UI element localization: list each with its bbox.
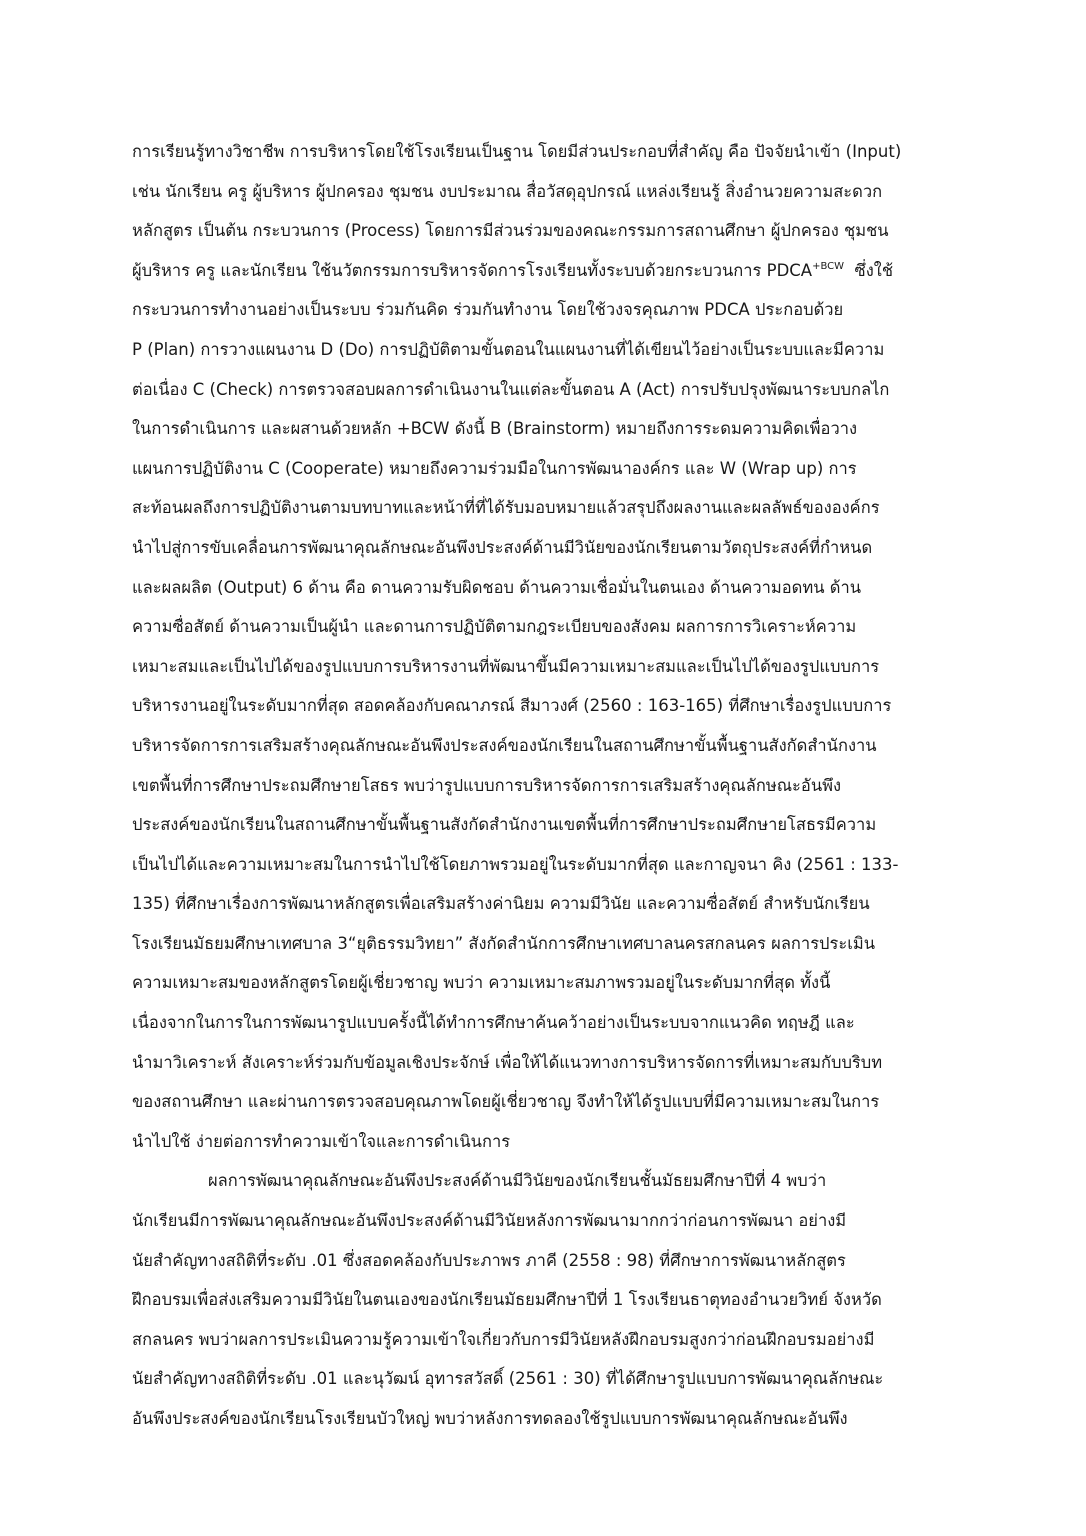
text-line: บริหารงานอยู่ในระดับมากที่สุด สอดคล้องกับคณาภรณ์ สีมาวงศ์ (2560 : 163-165) ที่ศึกษาเรื่องรูปแบบการ <box>132 696 892 716</box>
text-line: การเรียนรู้ทางวิชาชีพ การบริหารโดยใช้โรงเรียนเป็นฐาน โดยมีส่วนประกอบที่สำคัญ คือ ปัจจัยนำเข้า (Input) <box>132 142 902 161</box>
text-line: โรงเรียนมัธยมศึกษาเทศบาล 3“ยุติธรรมวิทยา” สังกัดสำนักการศึกษาเทศบาลนครสกลนคร ผลการประเมิน <box>132 933 876 953</box>
text-line: นำไปสู่การขับเคลื่อนการพัฒนาคุณลักษณะอันพึงประสงค์ด้านมีวินัยของนักเรียนตามวัตถุประสงค์ที่กำหนด <box>132 537 873 557</box>
text-line: กระบวนการทำงานอย่างเป็นระบบ ร่วมกันคิด ร่วมกันทำงาน โดยใช้วงจรคุณภาพ PDCA ประกอบด้วย <box>132 300 844 320</box>
text-line: เนื่องจากในการในการพัฒนารูปแบบครั้งนี้ได้ทำการศึกษาค้นคว้าอย่างเป็นระบบจากแนวคิด ทฤษฎี และ <box>132 1013 855 1033</box>
body-text <box>132 132 956 1439</box>
text-line: บริหารจัดการการเสริมสร้างคุณลักษณะอันพึงประสงค์ของนักเรียนในสถานศึกษาขั้นพื้นฐานสังกัดสำนักงาน <box>132 735 877 755</box>
text-line: สะท้อนผลถึงการปฏิบัติงานตามบทบาทและหน้าที่ที่ได้รับมอบหมายแล้วสรุปถึงผลงานและผลลัพธ์ขององค์กร <box>132 498 880 518</box>
text-line: ในการดำเนินการ และผสานด้วยหลัก +BCW ดังนี้ B (Brainstorm) หมายถึงการระดมความคิดเพื่อวาง <box>132 419 858 439</box>
text-line: ประสงค์ของนักเรียนในสถานศึกษาขั้นพื้นฐานสังกัดสำนักงานเขตพื้นที่การศึกษาประถมศึกษายโสธรมีความ <box>132 815 877 835</box>
text-line <box>132 251 956 291</box>
text-line: ความเหมาะสมของหลักสูตรโดยผู้เชี่ยวชาญ พบว่า ความเหมาะสมภาพรวมอยู่ในระดับมากที่สุด ทั้งนี้ <box>132 973 831 993</box>
text-line: เหมาะสมและเป็นไปได้ของรูปแบบการบริหารงานที่พัฒนาขึ้นมีความเหมาะสมและเป็นไปได้ของรูปแบบการ <box>132 656 880 676</box>
text-line: 135) ที่ศึกษาเรื่องการพัฒนาหลักสูตรเพื่อเสริมสร้างค่านิยม ความมีวินัย และความซื่อสัตย์ สำหรับนักเรียน <box>132 894 870 914</box>
text-line: นัยสำคัญทางสถิติที่ระดับ .01 ซึ่งสอดคล้องกับประภาพร ภาคี (2558 : 98) ที่ศึกษาการพัฒนาหลักสูตร <box>132 1250 846 1270</box>
text-line: นำไปใช้ ง่ายต่อการทำความเข้าใจและการดำเนินการ <box>132 1131 511 1151</box>
text-line: แผนการปฏิบัติงาน C (Cooperate) หมายถึงความร่วมมือในการพัฒนาองค์กร และ W (Wrap up) การ <box>132 458 857 478</box>
paragraph-first-line: ผลการพัฒนาคุณลักษณะอันพึงประสงค์ด้านมีวินัยของนักเรียนชั้นมัธยมศึกษาปีที่ 4 พบว่า <box>208 1171 827 1191</box>
text-line-tail: ซึ่งใช้ <box>854 260 894 280</box>
text-line: และผลผลิต (Output) 6 ด้าน คือ ดานความรับผิดชอบ ด้านความเชื่อมั่นในตนเอง ด้านความอดทน ด้าน <box>132 577 862 597</box>
text-line-main: ผู้บริหาร ครู และนักเรียน ใช้นวัตกรรมการบริหารจัดการโรงเรียนทั้งระบบด้วยกระบวนการ PDCA <box>132 260 813 280</box>
pdca-superscript: +BCW <box>812 260 845 272</box>
text-line: นำมาวิเคราะห์ สังเคราะห์ร่วมกับข้อมูลเชิงประจักษ์ เพื่อให้ได้แนวทางการบริหารจัดการที่เหมาะสมกับบริบท <box>132 1052 883 1072</box>
text-line: นักเรียนมีการพัฒนาคุณลักษณะอันพึงประสงค์ด้านมีวินัยหลังการพัฒนามากกว่าก่อนการพัฒนา อย่างมี <box>132 1211 847 1231</box>
text-line: เขตพื้นที่การศึกษาประถมศึกษายโสธร พบว่ารูปแบบการบริหารจัดการการเสริมสร้างคุณลักษณะอันพึง <box>132 775 842 795</box>
text-line: เป็นไปได้และความเหมาะสมในการนำไปใช้โดยภาพรวมอยู่ในระดับมากที่สุด และกาญจนา คิง (2561 : 133- <box>132 854 899 874</box>
text-line: ความซื่อสัตย์ ด้านความเป็นผู้นำ และดานการปฏิบัติตามกฎระเบียบของสังคม ผลการการวิเคราะห์ความ <box>132 617 857 637</box>
text-line: สกลนคร พบว่าผลการประเมินความรู้ความเข้าใจเกี่ยวกับการมีวินัยหลังฝึกอบรมสูงกว่าก่อนฝึกอบรมอย่างมี <box>132 1329 875 1349</box>
text-line: หลักสูตร เป็นต้น กระบวนการ (Process) โดยการมีส่วนร่วมของคณะกรรมการสถานศึกษา ผู้ปกครอง ชุมชน <box>132 221 889 241</box>
text-line: นัยสำคัญทางสถิติที่ระดับ .01 และนุวัฒน์ อุทารสวัสดิ์ (2561 : 30) ที่ได้ศึกษารูปแบบการพัฒนาคุณลักษณะ <box>132 1369 884 1389</box>
text-line: เช่น นักเรียน ครู ผู้บริหาร ผู้ปกครอง ชุมชน งบประมาณ สื่อวัสดุอุปกรณ์ แหล่งเรียนรู้ สิ่งอำนวยความสะดวก <box>132 181 883 201</box>
text-line: ฝึกอบรมเพื่อส่งเสริมความมีวินัยในตนเองของนักเรียนมัธยมศึกษาปีที่ 1 โรงเรียนธาตุทองอำนวยวิทย์ จังหวัด <box>132 1290 882 1310</box>
text-line: อันพึงประสงค์ของนักเรียนโรงเรียนบัวใหญ่ พบว่าหลังการทดลองใช้รูปแบบการพัฒนาคุณลักษณะอันพึง <box>132 1409 848 1428</box>
text-line: P (Plan) การวางแผนงาน D (Do) การปฏิบัติตามขั้นตอนในแผนงานที่ได้เขียนไว้อย่างเป็นระบบและมีความ <box>132 339 885 359</box>
text-line: ต่อเนื่อง C (Check) การตรวจสอบผลการดำเนินงานในแต่ละขั้นตอน A (Act) การปรับปรุงพัฒนาระบบกลไก <box>132 379 890 399</box>
text-line: ของสถานศึกษา และผ่านการตรวจสอบคุณภาพโดยผู้เชี่ยวชาญ จึงทำให้ได้รูปแบบที่มีความเหมาะสมในการ <box>132 1092 880 1112</box>
